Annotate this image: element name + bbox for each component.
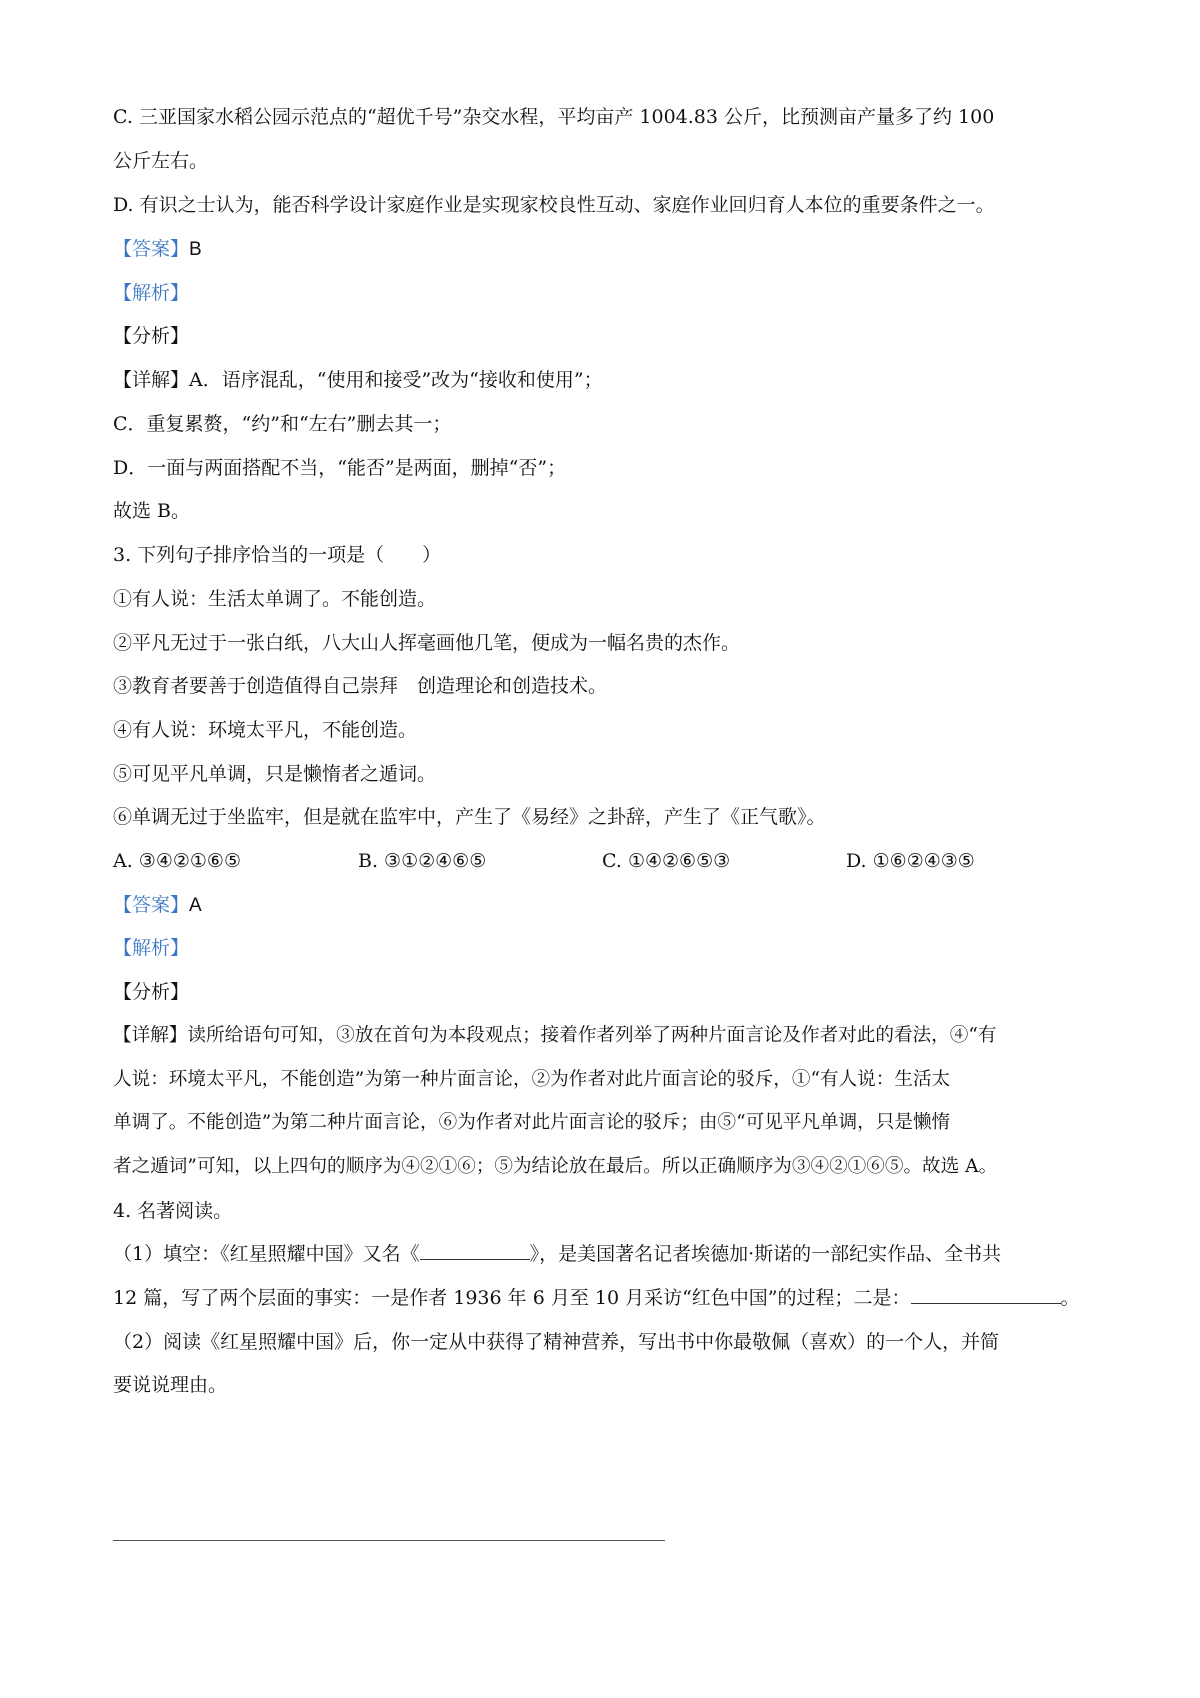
q2-detail-d: D．一面与两面搭配不当，“能否”是两面，删掉“否”； [113,457,567,479]
book-alias-blank[interactable] [420,1241,530,1260]
q2-detail-a [113,367,603,393]
q3-option-a: A. ③④②①⑥⑤ [113,850,241,872]
q4-part2-line2: 要说说理由。 [113,1374,228,1396]
q3-sentence-6: ⑥单调无过于坐监牢，但是就在监牢中，产生了《易经》之卦辞，产生了《正气歌》。 [113,806,826,828]
q3-option-d: D. ①⑥②④③⑤ [846,850,975,872]
q3-stem: 3. 下列句子排序恰当的一项是（ ） [113,544,442,566]
q2-detail-c: C．重复累赘，“约”和“左右”删去其一； [113,413,452,435]
q3-detail-line3: 单调了。不能创造”为第二种片面言论，⑥为作者对此片面言论的驳斥；由⑤“可见平凡单调，只是懒惰 [113,1112,951,1133]
q2-option-c-line2: 公斤左右。 [113,150,209,172]
q3-sentence-1: ①有人说：生活太单调了。不能创造。 [113,588,437,610]
q3-sentence-5: ⑤可见平凡单调，只是懒惰者之遁词。 [113,763,437,785]
fenxi-tag: 【分析】 [113,981,190,1003]
detail-a-text: A．语序混乱，“使用和接受”改为“接收和使用”； [189,369,603,391]
second-fact-blank[interactable] [911,1285,1061,1304]
q3-answer [113,892,202,919]
q2-option-c-line1: C. 三亚国家水稻公园示范点的“超优千号”杂交水程，平均亩产 1004.83 公斤，比预测亩产量多了约 100 [113,106,995,128]
detail-tag: 【详解】 [113,1025,188,1046]
answer-tag: 【答案】 [113,894,190,916]
fenxi-tag: 【分析】 [113,325,190,347]
q3-detail-line2: 人说：环境太平凡，不能创造”为第一种片面言论，②为作者对此片面言论的驳斥，①“有人说：生活太 [113,1069,951,1090]
q3-sentence-2: ②平凡无过于一张白纸，八大山人挥毫画他几笔，便成为一幅名贵的杰作。 [113,632,741,654]
q3-option-b: B. ③①②④⑥⑤ [358,850,487,872]
q2-conclusion: 故选 B。 [113,500,191,522]
q4-part1-line2 [113,1285,1080,1311]
analysis-tag: 【解析】 [113,282,190,304]
q3-detail-line1 [113,1023,996,1049]
q4-part1-line1 [113,1241,1001,1267]
q2-answer [113,236,202,263]
q3-analysis-tag [113,935,189,961]
q4-stem: 4. 名著阅读。 [113,1200,233,1222]
detail-tag: 【详解】 [113,369,190,391]
q3-detail-line4: 者之遁词”可知，以上四句的顺序为④②①⑥；⑤为结论放在最后。所以正确顺序为③④②①⑥⑤。故选 A。 [113,1156,998,1177]
q4-part1-text-a: （1）填空：《红星照耀中国》又名《 [113,1243,420,1265]
q4-part1-line2-text: 12 篇，写了两个层面的事实：一是作者 1936 年 6 月至 10 月采访“红色中国”的过程；二是： [113,1287,911,1309]
detail-line1-text: 读所给语句可知，③放在首句为本段观点；接着作者列举了两种片面言论及作者对此的看法，④“有 [187,1025,997,1046]
q3-fenxi-tag [113,979,189,1005]
answer-value: B [189,239,202,260]
q4-part2-line1: （2）阅读《红星照耀中国》后，你一定从中获得了精神营养，写出书中你最敬佩（喜欢）的一个人，并简 [113,1331,1000,1353]
answer-tag: 【答案】 [113,238,190,260]
q3-sentence-4: ④有人说：环境太平凡，不能创造。 [113,719,418,741]
q4-part1-text-b: 》，是美国著名记者埃德加·斯诺的一部纪实作品、全书共 [529,1243,1002,1265]
q4-part1-line2-end: 。 [1060,1287,1080,1309]
q2-option-d: D. 有识之士认为，能否科学设计家庭作业是实现家校良性互动、家庭作业回归育人本位的重要条件之一。 [113,194,995,216]
q3-option-c: C. ①④②⑥⑤③ [602,850,731,872]
q2-analysis-tag [113,280,189,306]
answer-value: A [189,895,202,916]
q2-fenxi-tag [113,323,189,349]
answer-line[interactable] [113,1540,665,1541]
analysis-tag: 【解析】 [113,937,190,959]
q3-sentence-3: ③教育者要善于创造值得自己崇拜 创造理论和创造技术。 [113,675,608,697]
